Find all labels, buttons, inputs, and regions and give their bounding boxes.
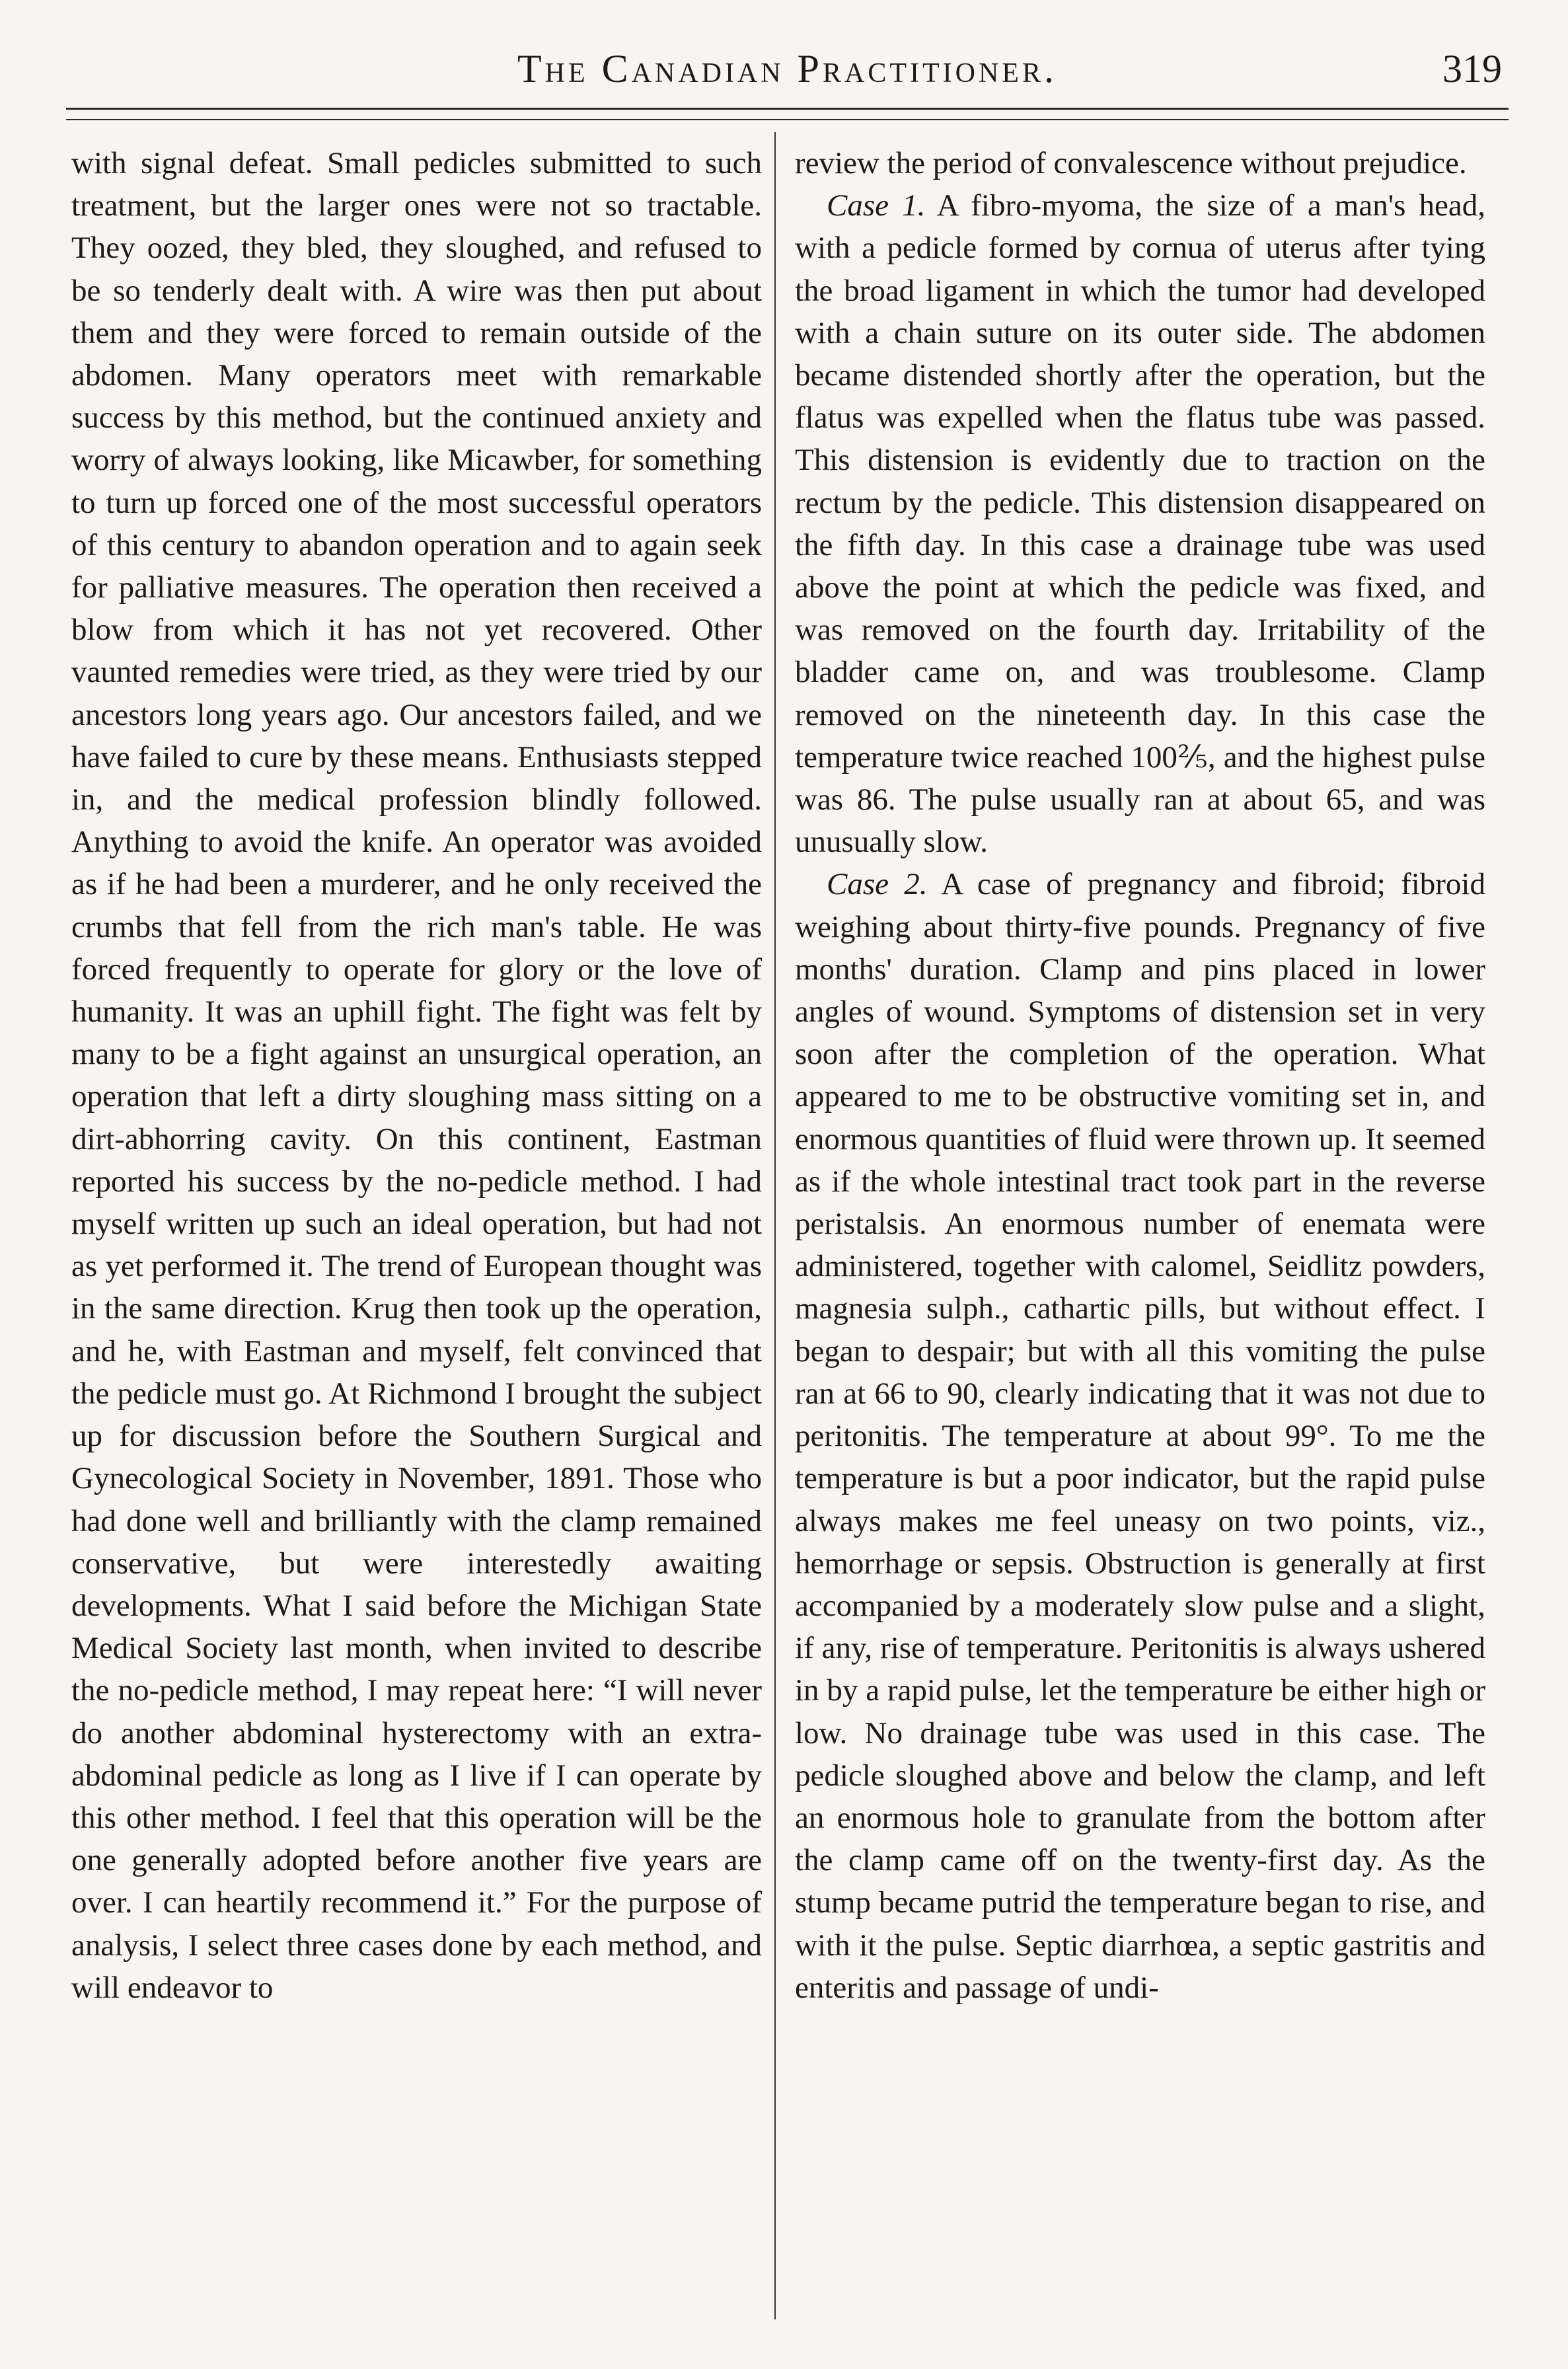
right-column-intro: review the period of convalescence without prejudice. (795, 146, 1467, 180)
right-column (795, 142, 1485, 2009)
page-header (66, 40, 1509, 106)
header-rule (66, 108, 1509, 120)
case-2-text: A case of pregnancy and fibroid; fibroid weighing about thirty-five pounds. Pregnancy of five months' duration. Clamp and pins placed in lower angles of wound. Symptoms of distension set in very soon after the completion of the operation. What appeared to me to be obstructive vomiting set in, and enormous quantities of fluid were thrown up. It seemed as if the whole intestinal tract took part in the reverse peristalsis. An enormous number of enemata were administered, together with calomel, Seidlitz powders, magnesia sulph., cathartic pills, but without effect. I began to despair; but with all this vomiting the pulse ran at 66 to 90, clearly indicating that it was not due to peritonitis. The temperature at about 99°. To me the temperature is but a poor indicator, but the rapid pulse always makes me feel uneasy on two points, viz., hemorrhage or sepsis. Obstruction is generally at first accompanied by a moderately slow pulse and a slight, if any, rise of temperature. Peritonitis is always ushered in by a rapid pulse, let the temperature be either high or low. No drainage tube was used in this case. The pedicle sloughed above and below the clamp, and left an enormous hole to granulate from the bottom after the clamp came off on the twenty-first day. As the stump became putrid the temperature began to rise, and with it the pulse. Septic diarrhœa, a septic gastritis and enteritis and passage of undi- (795, 867, 1485, 2005)
page-number: 319 (1442, 47, 1502, 91)
left-column (71, 142, 762, 2009)
column-divider (774, 132, 776, 2319)
case-2-paragraph (795, 863, 1485, 2008)
case-1-paragraph (795, 184, 1485, 863)
left-column-text: with signal defeat. Small pedicles submitted to such treatment, but the larger ones were not so tractable. They oozed, they bled, they sloughed, and refused to be so tenderly dealt with. A wire was then put about them and they were forced to remain outside of the abdomen. Many operators meet with remarkable success by this method, but the continued anxiety and worry of always looking, like Micawber, for something to turn up forced one of the most successful operators of this century to abandon operation and to again seek for palliative measures. The operation then received a blow from which it has not yet recovered. Other vaunted remedies were tried, as they were tried by our ancestors long years ago. Our ancestors failed, and we have failed to cure by these means. Enthusiasts stepped in, and the medical profession blindly followed. Anything to avoid the knife. An operator was avoided as if he had been a murderer, and he only received the crumbs that fell from the rich man's table. He was forced frequently to operate for glory or the love of humanity. It was an uphill fight. The fight was felt by many to be a fight against an unsurgical operation, an operation that left a dirty sloughing mass sitting on a dirt-abhorring cavity. On this continent, Eastman reported his success by the no-pedicle method. I had myself written up such an ideal operation, but had not as yet performed it. The trend of European thought was in the same direction. Krug then took up the operation, and he, with Eastman and myself, felt convinced that the pedicle must go. At Richmond I brought the subject up for discussion before the Southern Surgical and Gynecological Society in November, 1891. Those who had done well and brilliantly with the clamp remained conservative, but were interestedly awaiting developments. What I said before the Michigan State Medical Society last month, when invited to describe the no-pedicle method, I may repeat here: “I will never do another abdominal hysterectomy with an extra-abdominal pedicle as long as I live if I can operate by this other method. I feel that this operation will be the one generally adopted before another five years are over. I can heartily recommend it.” For the purpose of analysis, I select three cases done by each method, and will endeavor to (71, 146, 762, 2005)
case-1-text: A fibro-myoma, the size of a man's head, with a pedicle formed by cornua of uterus after tying the broad ligament in which the tumor had developed with a chain suture on its outer side. The abdomen became distended shortly after the operation, but the flatus was expelled when the flatus tube was passed. This distension is evidently due to traction on the rectum by the pedicle. This distension disappeared on the fifth day. In this case a drainage tube was used above the point at which the pedicle was fixed, and was removed on the fourth day. Irritability of the bladder came on, and was troublesome. Clamp removed on the nineteenth day. In this case the temperature twice reached 100⅖, and the highest pulse was 86. The pulse usually ran at about 65, and was unusually slow. (795, 188, 1486, 860)
running-title: The Canadian Practitioner. (517, 47, 1057, 91)
case-1-label: Case 1. (827, 188, 926, 223)
case-2-label: Case 2. (827, 867, 928, 902)
